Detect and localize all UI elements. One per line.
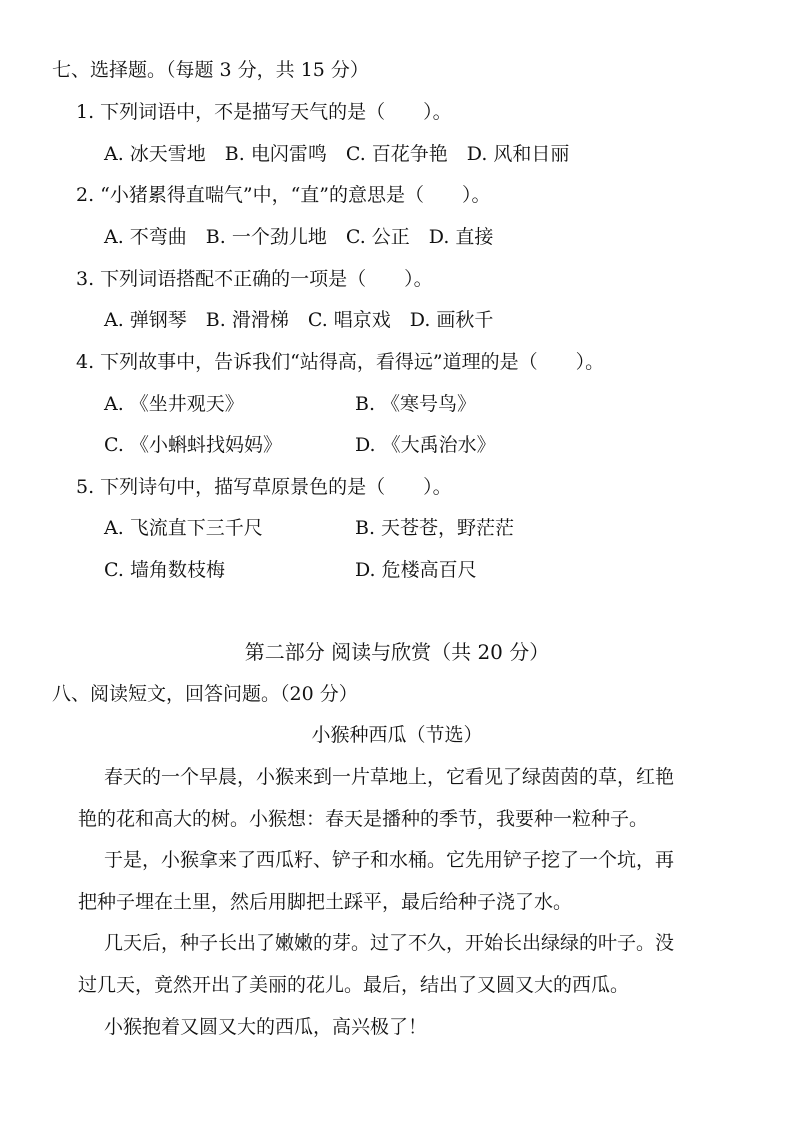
passage-line-7: 小猴抱着又圆又大的西瓜，高兴极了！ [104, 1016, 428, 1038]
question-1-options: A. 冰天雪地 B. 电闪雷鸣 C. 百花争艳 D. 风和日丽 [104, 143, 570, 165]
question-4-option-a: A. 《坐井观天》 [104, 393, 244, 415]
part-2-title: 第二部分 阅读与欣赏（共 20 分） [244, 640, 550, 664]
passage-line-6: 过几天，竟然开出了美丽的花儿。最后，结出了又圆又大的西瓜。 [78, 974, 630, 996]
question-2-stem: 2. “小猪累得直喘气”中，“直”的意思是（ ）。 [76, 184, 491, 206]
question-3-options: A. 弹钢琴 B. 滑滑梯 C. 唱京戏 D. 画秋千 [104, 309, 494, 331]
passage-line-4: 把种子埋在土里，然后用脚把土踩平，最后给种子浇了水。 [78, 891, 573, 913]
question-4-option-b: B. 《寒号鸟》 [355, 393, 477, 415]
passage-title: 小猴种西瓜（节选） [311, 724, 483, 746]
question-4-option-c: C. 《小蝌蚪找妈妈》 [104, 434, 282, 456]
passage-line-5: 几天后，种子长出了嫩嫩的芽。过了不久，开始长出绿绿的叶子。没 [104, 932, 675, 954]
section-8-heading: 八、阅读短文，回答问题。（20 分） [52, 683, 358, 705]
question-5-option-a: A. 飞流直下三千尺 [104, 517, 263, 539]
question-5-stem: 5. 下列诗句中，描写草原景色的是（ ）。 [76, 476, 452, 498]
passage-line-2: 艳的花和高大的树。小猴想：春天是播种的季节，我要种一粒种子。 [78, 808, 649, 830]
question-2-options: A. 不弯曲 B. 一个劲儿地 C. 公正 D. 直接 [104, 226, 494, 248]
passage-line-3: 于是，小猴拿来了西瓜籽、铲子和水桶。它先用铲子挖了一个坑，再 [104, 849, 675, 871]
question-4-stem: 4. 下列故事中，告诉我们“站得高，看得远”道理的是（ ）。 [76, 351, 605, 373]
passage-line-1: 春天的一个早晨，小猴来到一片草地上，它看见了绿茵茵的草，红艳 [104, 766, 675, 788]
question-4-option-d: D. 《大禹治水》 [355, 434, 496, 456]
section-7-heading: 七、选择题。（每题 3 分，共 15 分） [52, 59, 369, 81]
question-1-stem: 1. 下列词语中，不是描写天气的是（ ）。 [76, 101, 452, 123]
question-5-option-d: D. 危楼高百尺 [355, 559, 477, 581]
question-5-option-b: B. 天苍苍，野茫茫 [355, 517, 515, 539]
question-5-option-c: C. 墙角数枝梅 [104, 559, 225, 581]
question-3-stem: 3. 下列词语搭配不正确的一项是（ ）。 [76, 268, 433, 290]
